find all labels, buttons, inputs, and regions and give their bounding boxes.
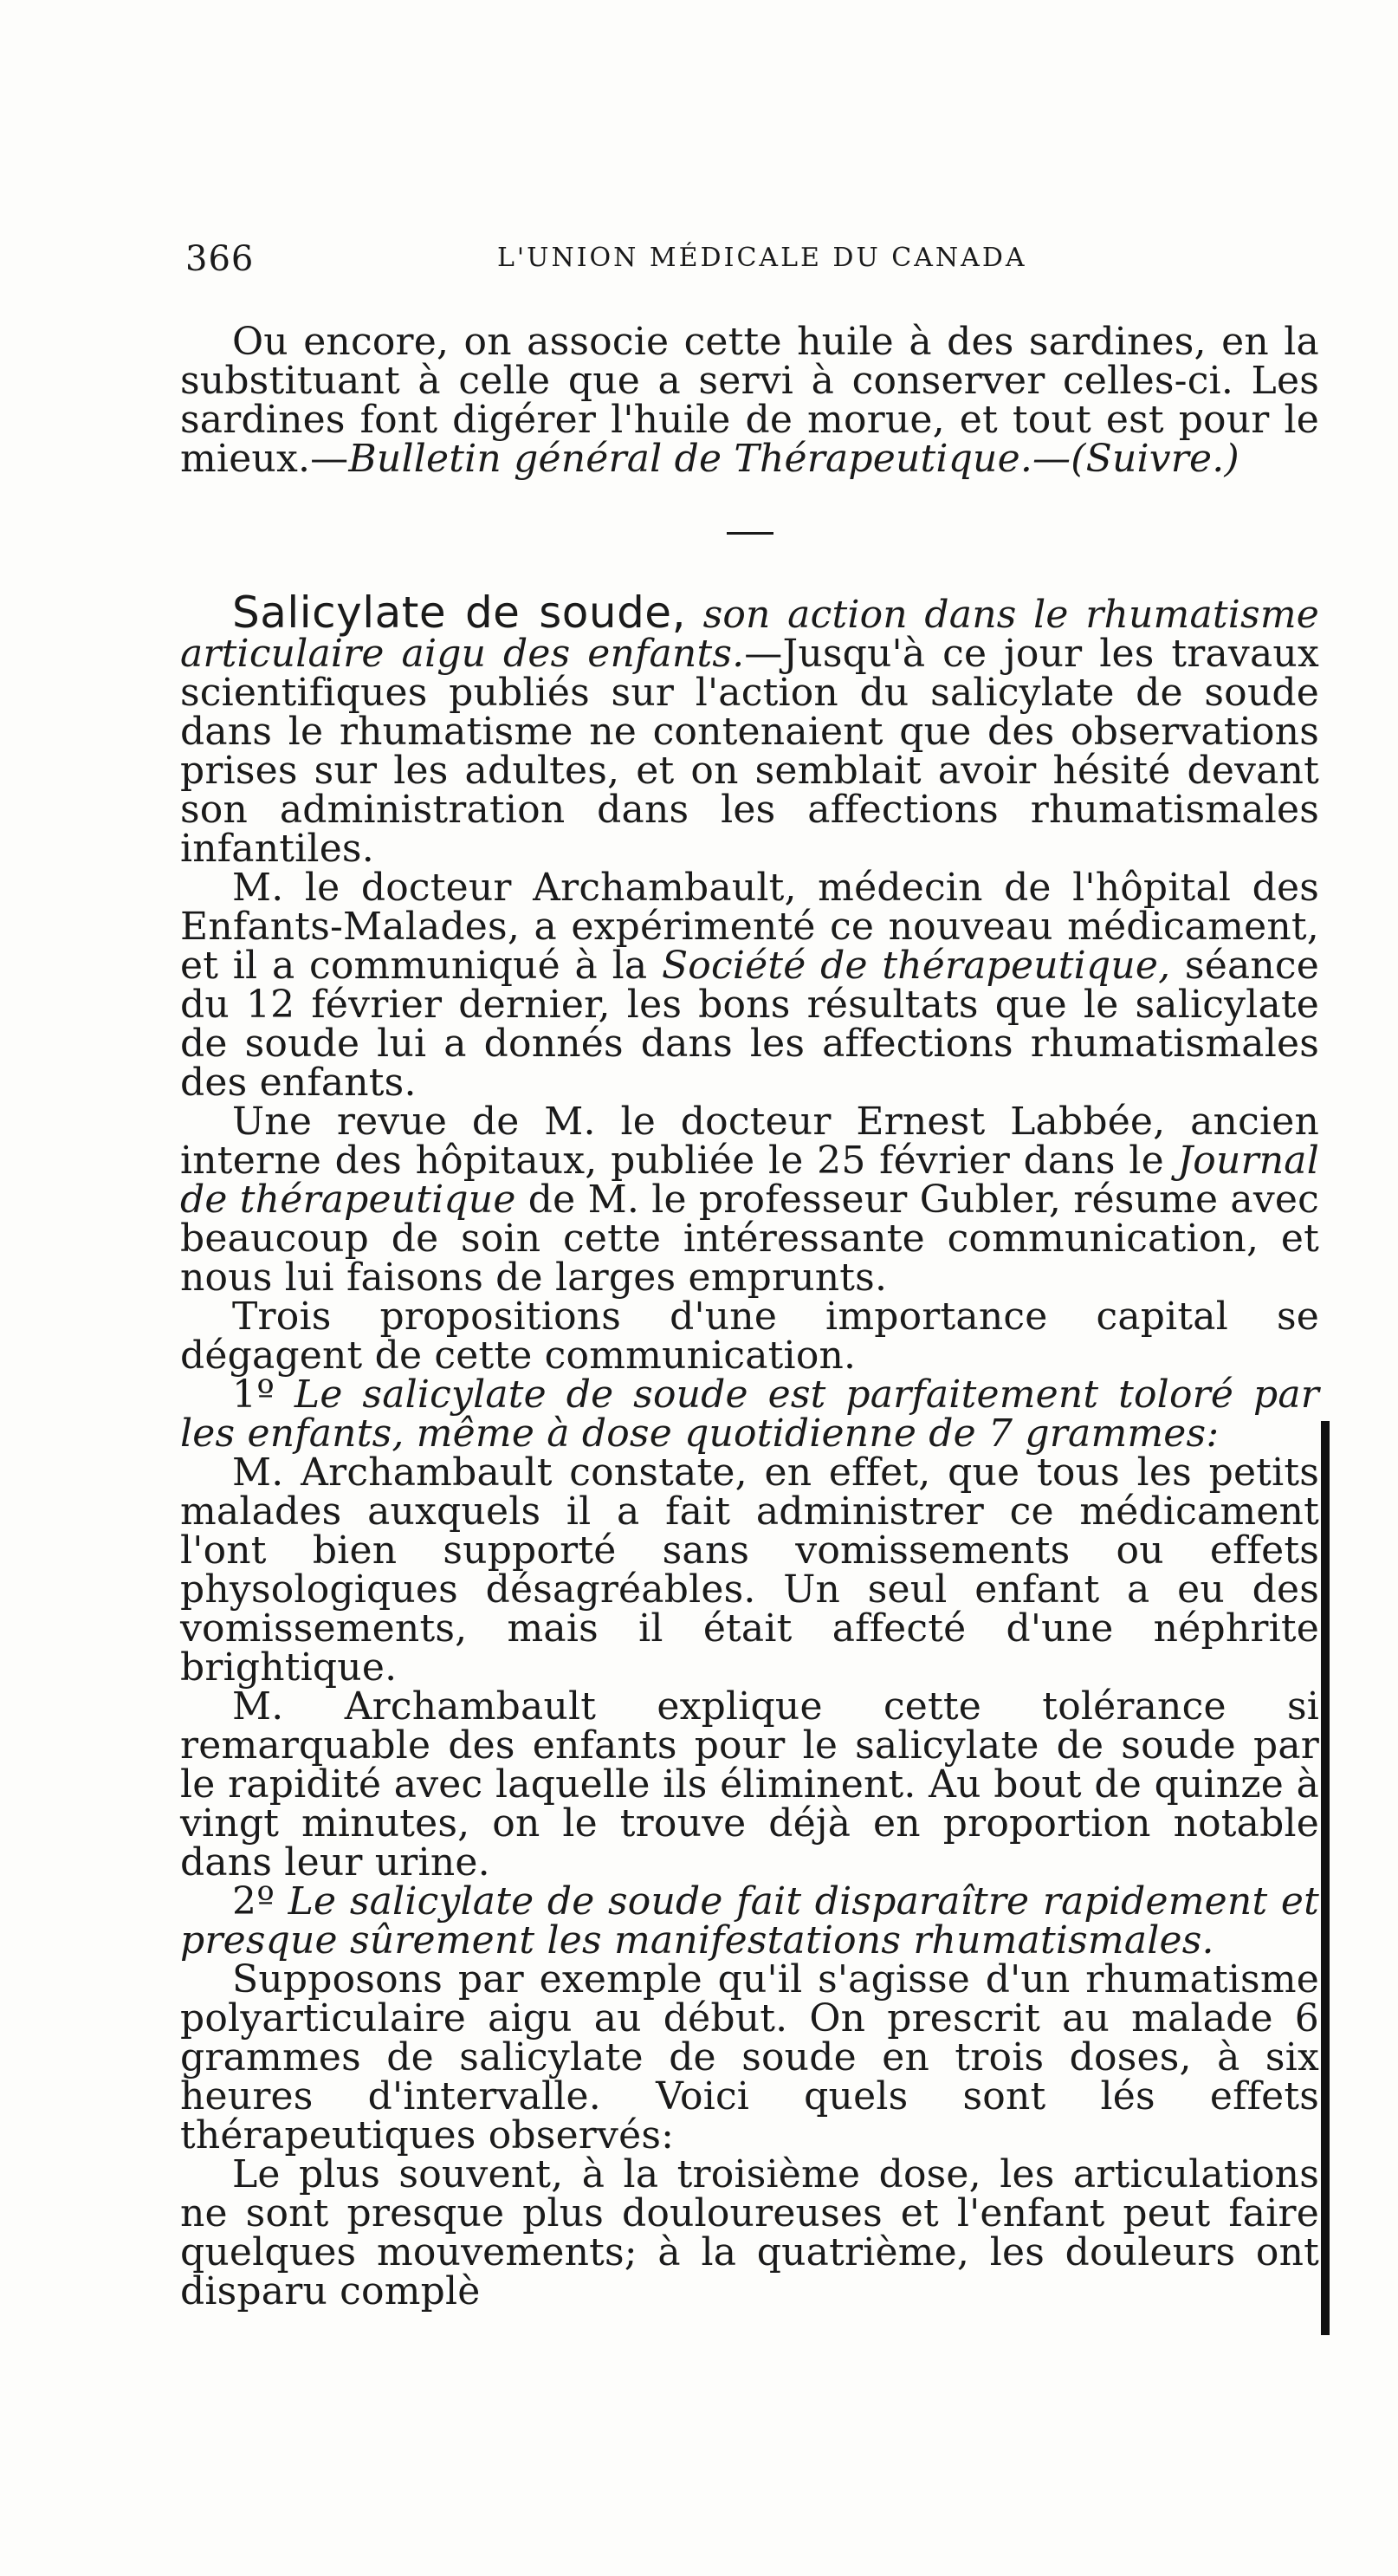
page-edge-shadow	[1321, 1421, 1330, 2335]
proposition-1-number: 1º	[232, 1372, 294, 1417]
proposition-1	[180, 1372, 1319, 1456]
page-header	[185, 239, 1311, 282]
section-divider	[727, 532, 773, 535]
article-paragraph-4: Trois propositions d'une importance capital se dégagent de cette communication.	[180, 1294, 1319, 1378]
intro-source: Bulletin général de Thérapeutique.	[348, 437, 1033, 481]
intro-text: Ou encore, on associe cette huile à des sardines, en la substituant à celle que a servi à conserver celles-ci. Les sardines font digérer l'huile de morue, et tout est pour le mieux.—	[180, 320, 1319, 481]
proposition-2	[180, 1879, 1319, 1963]
journal-name: Journal de thérapeutique	[180, 1139, 1319, 1222]
proposition-2-number: 2º	[232, 1879, 288, 1924]
p2-text-b: séance du 12 février dernier, les bons résultats que le salicylate de soude lui a donnés dans les affections rhumatismales des enfants.	[180, 944, 1319, 1105]
proposition-2-text: Le salicylate de soude fait disparaître rapidement et presque sûrement les manifestations rhumatismales.	[180, 1879, 1319, 1963]
article-subtitle: son action dans le rhumatisme articulaire aigu des enfants.	[180, 593, 1319, 676]
p3-text-b: de M. le professeur Gubler, résume avec beaucoup de soin cette intéressante communication, et nous lui faisons de larges emprunts.	[180, 1178, 1319, 1300]
article-paragraph-7: Supposons par exemple qu'il s'agisse d'un rhumatisme polyarticulaire aigu au début. On prescrit au malade 6 grammes de salicylate de soude en trois doses, à six heures d'intervalle. Voici quels sont lés effets thérapeutiques observés:	[180, 1957, 1319, 2157]
running-title: L'UNION MÉDICALE DU CANADA	[497, 243, 1027, 273]
society-name: Société de thérapeutique,	[661, 944, 1171, 988]
proposition-1-text: Le salicylate de soude est parfaitement toloré par les enfants, même à dose quotidienne de 7 grammes:	[180, 1372, 1319, 1456]
article-paragraph-3	[180, 1100, 1319, 1300]
article-paragraph-2	[180, 866, 1319, 1105]
article-paragraph-1	[180, 587, 1319, 871]
page-number: 366	[185, 239, 255, 279]
intro-continuation: —(Suivre.)	[1032, 437, 1239, 481]
p3-text-a: Une revue de M. le docteur Ernest Labbée, ancien interne des hôpitaux, publiée le 25 février dans le	[180, 1100, 1319, 1183]
article-paragraph-8: Le plus souvent, à la troisième dose, les articulations ne sont presque plus douloureuses et l'enfant peut faire quelques mouvements; à la quatrième, les douleurs ont disparu complè	[180, 2152, 1319, 2313]
article-body	[180, 322, 1319, 2311]
article-p1-text: —Jusqu'à ce jour les travaux scientifiques publiés sur l'action du salicylate de soude dans le rhumatisme ne contenaient que des observations prises sur les adultes, et on semblait avoir hésité devant son administration dans les affections rhumatismales infantiles.	[180, 632, 1319, 871]
intro-paragraph	[180, 320, 1319, 481]
article-paragraph-5: M. Archambault constate, en effet, que tous les petits malades auxquels il a fait administrer ce médicament l'ont bien supporté sans vomissements ou effets physologiques désagréables. Un seul enfant a eu des vomissements, mais il était affecté d'une néphrite brightique.	[180, 1450, 1319, 1690]
article-title: Salicylate de soude,	[232, 587, 686, 638]
p2-text-a: M. le docteur Archambault, médecin de l'hôpital des Enfants-Malades, a expérimenté ce nouveau médicament, et il a communiqué à la	[180, 866, 1319, 988]
article-paragraph-6: M. Archambault explique cette tolérance si remarquable des enfants pour le salicylate de soude par le rapidité avec laquelle ils éliminent. Au bout de quinze à vingt minutes, on le trouve déjà en proportion notable dans leur urine.	[180, 1684, 1319, 1885]
